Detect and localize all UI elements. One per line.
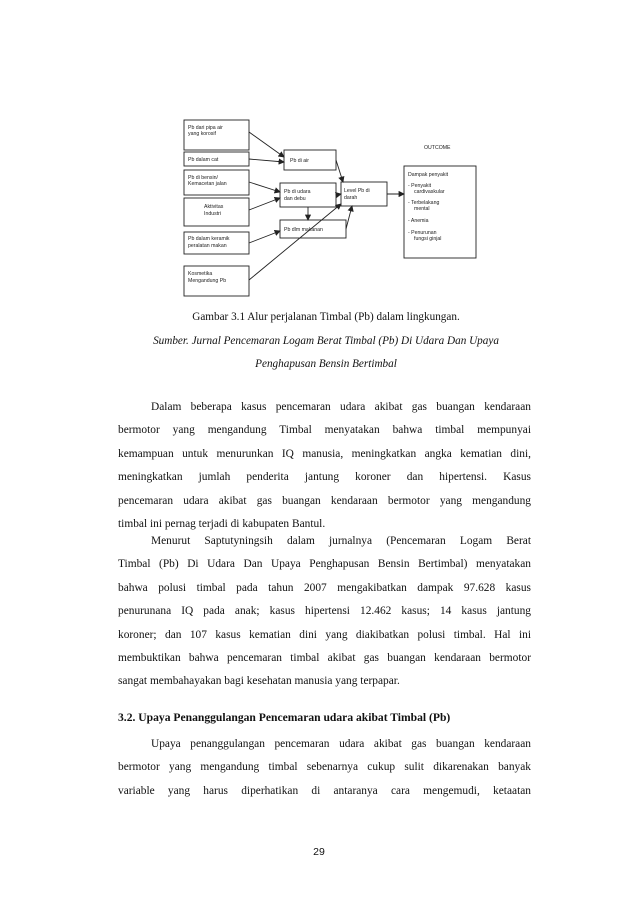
level-text: Level Pb di [344,188,370,194]
text-line: Timbal (Pb) Di Udara Dan Upaya Penghapusan Bensin Bertimbal) menyatakan [118,558,531,571]
text-line: Dalam beberapa kasus pencemaran udara akibat gas buangan kendaraan [151,401,531,413]
level-box [341,182,387,206]
outcome-text: mental [414,206,430,212]
text-line: meningkatkan jumlah penderita jantung koroner dan hipertensi. Kasus [118,471,531,484]
source-text: Industri [204,211,222,217]
outcome-text: fungsi ginjal [414,236,442,242]
outcome-text: - Terbelakang [408,200,440,206]
text-line: bahwa polusi timbal pada tahun 2007 mengakibatkan dampak 97.628 kasus [118,581,531,594]
mid-text: Pb dlm makanan [284,227,323,233]
outcome-box [404,166,476,258]
source-text: Aktivitas [204,204,224,210]
source-text: yang korosif [188,131,216,137]
outcome-text: Dampak penyakit [408,172,449,178]
level-text: darah [344,195,358,201]
text-line: koroner; dan 107 kasus kematian dini yang diakibatkan polusi timbal. Hal ini [118,628,531,641]
figure-source: Penghapusan Bensin Bertimbal [255,358,397,370]
paragraph-3 [118,733,531,803]
mid-text: dan debu [284,196,306,202]
source-text: Kemacetan jalan [188,181,227,187]
text-line: kemampuan untuk menurunkan IQ manusia, meningkatkan angka kematian dini, [118,447,531,460]
outcome-text: - Anemia [408,218,429,224]
text-line: Menurut Saptutyningsih dalam jurnalnya (Pencemaran Logam Berat [151,535,531,547]
paragraph-2 [118,530,531,694]
figure-source: Sumber. Jurnal Pencemaran Logam Berat Timbal (Pb) Di Udara Dan Upaya [153,335,499,347]
source-text: peralatan makan [188,243,227,249]
pb-flow-diagram [180,112,520,302]
text-line: Upaya penanggulangan pencemaran udara akibat gas buangan kendaraan [151,738,531,750]
outcome-text: - Penurunan [408,230,437,236]
source-text: Pb di bensin/ [188,175,218,181]
outcome-text: cardivaskular [414,189,445,195]
text-line: pencemaran udara akibat gas buangan kendaraan bermotor yang mengandung [118,494,531,507]
source-text: Kosmetika [188,271,213,277]
text-line: bermotor yang mengandung Timbal menyatakan bahwa timbal mempunyai [118,424,531,437]
text-line: penurunana IQ pada anak; kasus hipertensi 12.462 kasus; 14 kasus jantung [118,605,531,618]
paragraph-1 [118,396,531,536]
text-line: sangat membahayakan bagi kesehatan manusia yang terpapar. [118,675,400,688]
text-line: bermotor yang mengandung timbal sebenarnya cukup sulit dikarenakan banyak [118,761,531,774]
section-heading: 3.2. Upaya Penanggulangan Pencemaran udara akibat Timbal (Pb) [118,711,451,724]
text-line: variable yang harus diperhatikan di antaranya cara mengemudi, ketaatan [118,784,531,797]
text-line: membuktikan bahwa pencemaran timbal akibat gas buangan kendaraan bermotor [118,651,531,664]
outcome-text: - Penyakit [408,183,432,189]
text-line: timbal ini pernag terjadi di kabupaten Bantul. [118,517,326,530]
source-text: Pb dalam cat [188,157,219,163]
source-text: Mengandung Pb [188,278,227,284]
mid-text: Pb di air [290,158,310,164]
source-text: Pb dalam keramik [188,236,230,242]
mid-text: Pb di udara [284,189,311,195]
outcome-label: OUTCOME [424,145,451,151]
figure-caption: Gambar 3.1 Alur perjalanan Timbal (Pb) dalam lingkungan. [192,311,460,323]
source-text: Pb dari pipa air [188,125,223,131]
mid-box-udara [280,183,336,207]
page-number: 29 [313,846,325,858]
